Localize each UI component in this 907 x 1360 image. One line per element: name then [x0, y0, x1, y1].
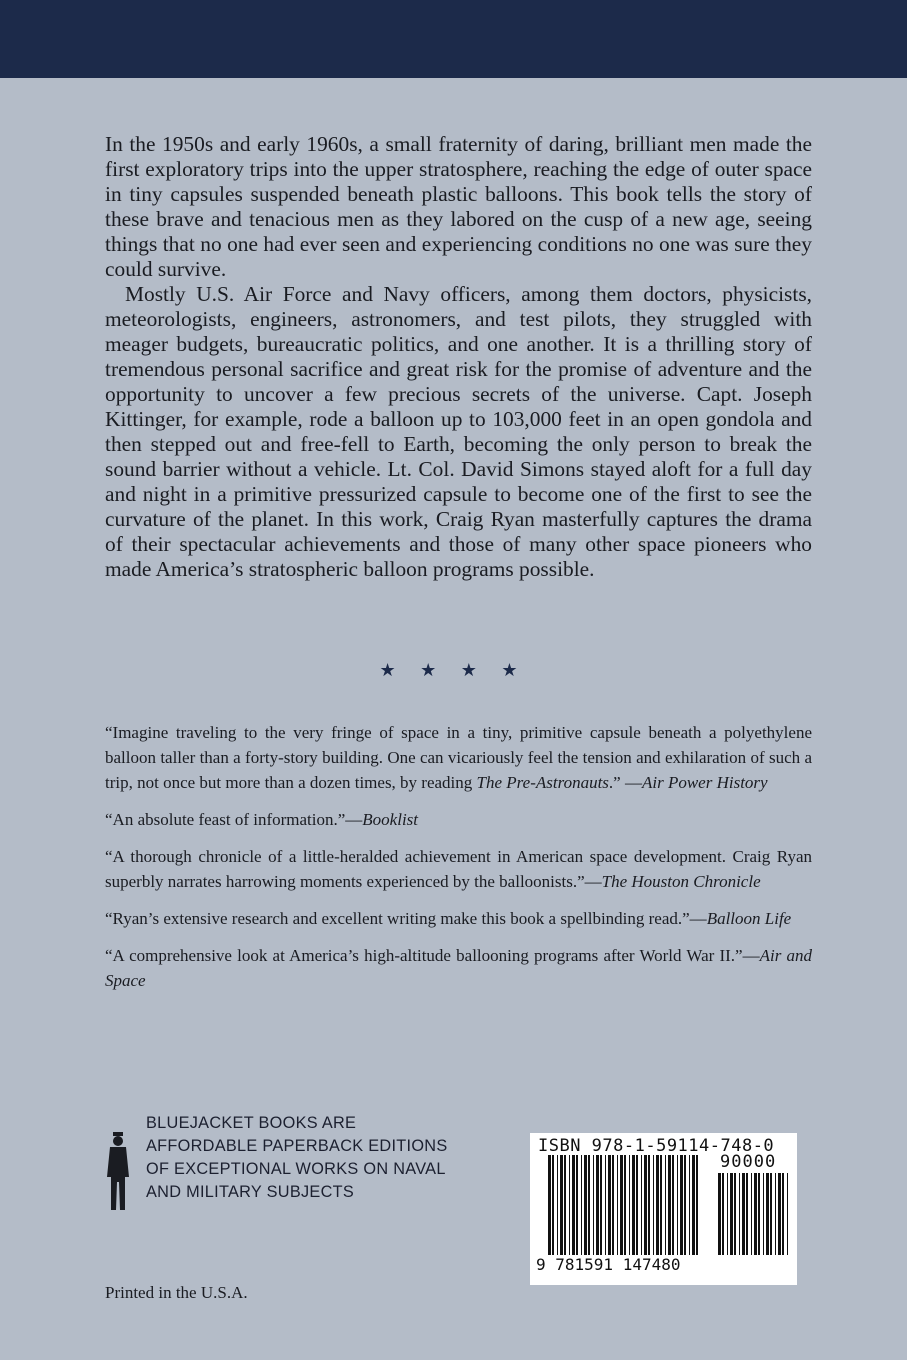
barcode-bar — [581, 1155, 582, 1255]
review-source: The Houston Chronicle — [601, 872, 761, 891]
barcode-bar — [778, 1173, 781, 1255]
book-description — [105, 132, 812, 582]
barcode-bar — [668, 1155, 671, 1255]
review-source: Air Power History — [641, 773, 768, 792]
barcode-bar — [751, 1173, 752, 1255]
isbn-number: ISBN 978-1-59114-748-0 — [538, 1136, 775, 1156]
barcode-bar — [766, 1173, 769, 1255]
barcode-bar — [660, 1155, 662, 1255]
barcode-bar — [564, 1155, 566, 1255]
barcode-bar — [644, 1155, 647, 1255]
barcode-bar — [648, 1155, 650, 1255]
series-text: BLUEJACKET BOOKS ARE AFFORDABLE PAPERBACK EDITIONS OF EXCEPTIONAL WORKS ON NAVAL AND MILITARY SUBJECTS — [146, 1114, 448, 1201]
barcode-bar — [656, 1155, 659, 1255]
barcode-bar — [692, 1155, 695, 1255]
barcode-bar — [665, 1155, 666, 1255]
price-code: 90000 — [720, 1152, 777, 1172]
barcode-bar — [775, 1173, 776, 1255]
description-paragraph-2: Mostly U.S. Air Force and Navy officers, among them doctors, physicists, meteorologists, engineers, astronomers, and test pilots, they struggled with meager budgets, bureaucratic politics, and one another. It is a thrilling story of tremendous personal sacrifice and great risk for the promise of adventure and the opportunity to uncover a few precious secrets of the universe. Capt. Joseph Kittinger, for example, rode a balloon up to 103,000 feet in an open gondola and then stepped out and free-fell to Earth, becoming the only person to break the sound barrier without a vehicle. Lt. Col. David Simons stayed aloft for a full day and night in a primitive pressurized capsule to become one of the first to see the curvature of the planet. In this work, Craig Ryan masterfully captures the drama of their spectacular achievements and those of many other space pioneers who made America’s stratospheric balloon programs possible. — [105, 282, 812, 581]
review-quote: “An absolute feast of information.”—Booklist — [105, 810, 419, 829]
barcode-bar — [641, 1155, 642, 1255]
barcode-bar — [572, 1155, 575, 1255]
barcode-bar — [629, 1155, 630, 1255]
barcode-bar — [612, 1155, 614, 1255]
barcode-bar — [552, 1155, 554, 1255]
barcode-bar — [787, 1173, 788, 1255]
review-quotes — [105, 720, 812, 1005]
review-quote: “A thorough chronicle of a little-heralded achievement in American space development. Craig Ryan superbly narrates harrowing moments experienced by the balloonists.”—The Houston Chronicle — [105, 847, 812, 891]
barcode-bar — [593, 1155, 594, 1255]
barcode-bar — [569, 1155, 570, 1255]
barcode-bar — [722, 1173, 724, 1255]
barcode-bar — [557, 1155, 558, 1255]
barcode-bar — [689, 1155, 690, 1255]
barcode-bar — [758, 1173, 760, 1255]
review-quote: “A comprehensive look at America’s high-altitude ballooning programs after World War II.”—Air and Space — [105, 946, 812, 990]
barcode-bar — [584, 1155, 587, 1255]
barcode-bar — [600, 1155, 602, 1255]
barcode-bar — [548, 1155, 551, 1255]
review-quote: “Imagine traveling to the very fringe of space in a tiny, primitive capsule beneath a polyethylene balloon taller than a forty-story building. One can vicariously feel the tension and exhilaration of such a trip, not once but more than a dozen times, by reading The Pre-Astronauts.” —Air Power History — [105, 723, 812, 792]
review-source: Balloon Life — [706, 909, 792, 928]
barcode-bar — [718, 1173, 721, 1255]
barcode-bar — [763, 1173, 764, 1255]
barcode-bar — [632, 1155, 635, 1255]
barcode-bar — [770, 1173, 772, 1255]
barcode-bar — [608, 1155, 611, 1255]
review-source: Air and Space — [105, 946, 812, 990]
barcode-bar — [696, 1155, 698, 1255]
barcode-bar — [560, 1155, 563, 1255]
barcode-bar — [653, 1155, 654, 1255]
review-quote: “Ryan’s extensive research and excellent writing make this book a spellbinding read.”—Balloon Life — [105, 909, 792, 928]
quoted-book-title: The Pre-Astronauts — [476, 773, 609, 792]
barcode-bar — [672, 1155, 674, 1255]
sailor-silhouette-icon — [104, 1132, 132, 1212]
isbn-barcode — [530, 1133, 797, 1285]
barcode-bar — [684, 1155, 686, 1255]
barcode-bar — [730, 1173, 733, 1255]
printed-in-usa: Printed in the U.S.A. — [105, 1283, 248, 1302]
barcode-bar — [782, 1173, 784, 1255]
barcode-bar — [680, 1155, 683, 1255]
barcode-bar — [746, 1173, 748, 1255]
ean-number: 9 781591 147480 — [536, 1255, 681, 1274]
barcode-bar — [727, 1173, 728, 1255]
barcode-bar — [754, 1173, 757, 1255]
barcode-bar — [677, 1155, 678, 1255]
barcode-bar — [739, 1173, 740, 1255]
review-source: Booklist — [362, 810, 419, 829]
star-divider: ★ ★ ★ ★ — [379, 660, 528, 680]
barcode-bar — [596, 1155, 599, 1255]
barcode-bar — [734, 1173, 736, 1255]
barcode-bar — [742, 1173, 745, 1255]
top-color-band — [0, 0, 907, 78]
barcode-bar — [624, 1155, 626, 1255]
barcode-bar — [588, 1155, 590, 1255]
barcode-bar — [636, 1155, 638, 1255]
barcode-bar — [605, 1155, 606, 1255]
bluejacket-series-note — [104, 1112, 524, 1212]
barcode-bar — [620, 1155, 623, 1255]
description-paragraph-1: In the 1950s and early 1960s, a small fraternity of daring, brilliant men made the first exploratory trips into the upper stratosphere, reaching the edge of outer space in tiny capsules suspended beneath plastic balloons. This book tells the story of these brave and tenacious men as they labored on the cusp of a new age, seeing things that no one had ever seen and experiencing conditions no one was sure they could survive. — [105, 132, 812, 281]
barcode-bar — [617, 1155, 618, 1255]
barcode-bar — [576, 1155, 578, 1255]
